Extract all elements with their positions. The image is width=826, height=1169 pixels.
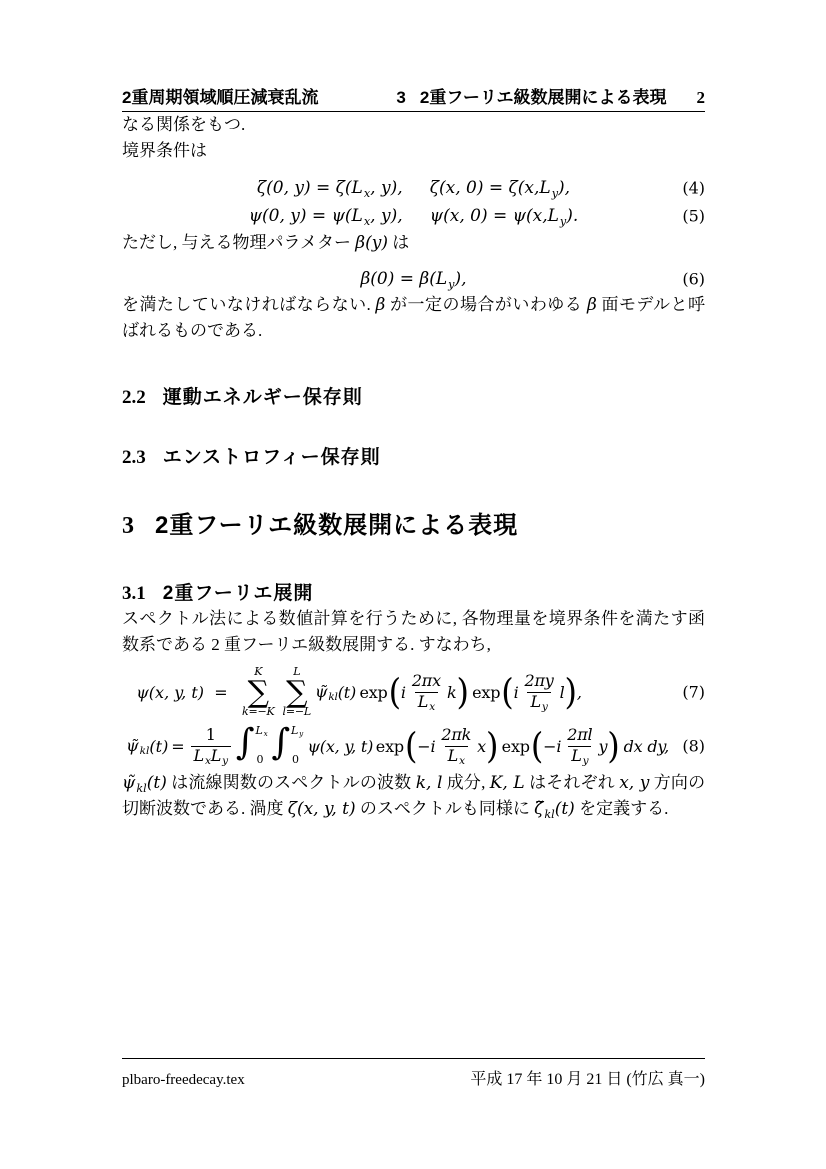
section-3-heading (122, 510, 705, 542)
equation-4-number: (4) (682, 178, 705, 198)
equation-7-number: (7) (682, 682, 705, 702)
equation-8-relation: = (171, 736, 185, 756)
footer-filename: plbaro-freedecay.tex (122, 1072, 245, 1088)
equation-5 (122, 202, 705, 230)
equation-8-rhs: 1 $L_xL_y$ ∫ $L_x$ 0 ∫ $L_y$ 0 ψ(x, y, t) exp ( −i 2πk $L_x$ x ) exp ( −i 2πl $L_y$ y ) dx dy, (188, 723, 669, 769)
paragraph-spectral-method-intro: スペクトル法による数値計算を行うために, 各物理量を境界条件を満たす函数系である 2 重フーリエ級数展開する. すなわち, (122, 609, 705, 654)
section-2-3-heading (122, 446, 705, 470)
equation-6-body: β(0) = β( $L_y$ ), (360, 269, 467, 291)
section-2-3-number: 2.3 (122, 447, 146, 468)
section-2-2-heading (122, 386, 705, 410)
section-3-title: 2重フーリエ級数展開による表現 (155, 512, 519, 539)
equation-5-number: (5) (682, 206, 705, 226)
equation-7-rhs: K ∑ k=−K L ∑ l=−L $\psĩ_{kl}$ (t) exp ( i 2πx $L_x$ k ) exp ( i 2πy $L_y$ l ) , (242, 664, 582, 718)
equation-8-number: (8) (682, 736, 705, 756)
equation-4-body: ζ(0, y) = ζ( $L_x$ , y), ζ(x, 0) = ζ(x, $L_y$ ), (256, 178, 571, 200)
section-3-1-title: 2重フーリエ展開 (162, 583, 314, 604)
header-section-ref (396, 88, 666, 108)
section-2-2-title: 運動エネルギー保存則 (162, 387, 363, 408)
paragraph-boundary-conditions-intro: 境界条件は (122, 141, 207, 160)
equation-6 (122, 266, 705, 292)
equation-8-lhs: $\psĩ_{kl}$ (t) (126, 736, 169, 758)
section-3-number: 3 (122, 513, 134, 539)
footer-rule (122, 1058, 705, 1059)
equation-7-relation: = (214, 682, 228, 702)
section-3-1-heading (122, 582, 705, 606)
header-page-number: 2 (696, 88, 705, 107)
paragraph-relation: なる関係をもつ. (122, 115, 246, 134)
header-section-number: 3 (396, 88, 406, 107)
paragraph-spectrum-definition: $\psĩ_{kl}(t)$ は流線関数のスペクトルの波数 k, l 成分, K, L はそれぞれ x, y 方向の切断波数である. 渦度 ζ(x, y, t) のスペクトルも同様に $\zetã_{kl}(t)$ を定義する. (122, 773, 706, 821)
section-2-3-title: エンストロフィー保存則 (162, 447, 381, 468)
equation-6-number: (6) (682, 269, 705, 289)
page-header (122, 0, 705, 108)
equation-8 (122, 722, 705, 770)
equation-7-lhs: ψ(x, y, t) (136, 682, 204, 702)
header-running-title: 2重周期領域順圧減衰乱流 (122, 88, 319, 107)
section-3-1-number: 3.1 (122, 583, 146, 604)
equation-7 (122, 662, 705, 722)
section-2-2-number: 2.2 (122, 387, 146, 408)
equation-5-body: ψ(0, y) = ψ( $L_x$ , y), ψ(x, 0) = ψ(x, $L_y$ ). (248, 206, 579, 228)
paragraph-beta-plane-model: を満たしていなければならない. β が一定の場合がいわゆる β 面モデルと呼ばれるものである. (122, 295, 705, 340)
footer-date-author: 平成 17 年 10 月 21 日 (竹広 真一) (470, 1071, 705, 1088)
page-footer (122, 1058, 705, 1089)
equation-4 (122, 174, 705, 202)
paragraph-beta-parameter: ただし, 与える物理パラメター β(y) は (122, 233, 410, 253)
header-section-title: 2重フーリエ級数展開による表現 (419, 88, 667, 107)
